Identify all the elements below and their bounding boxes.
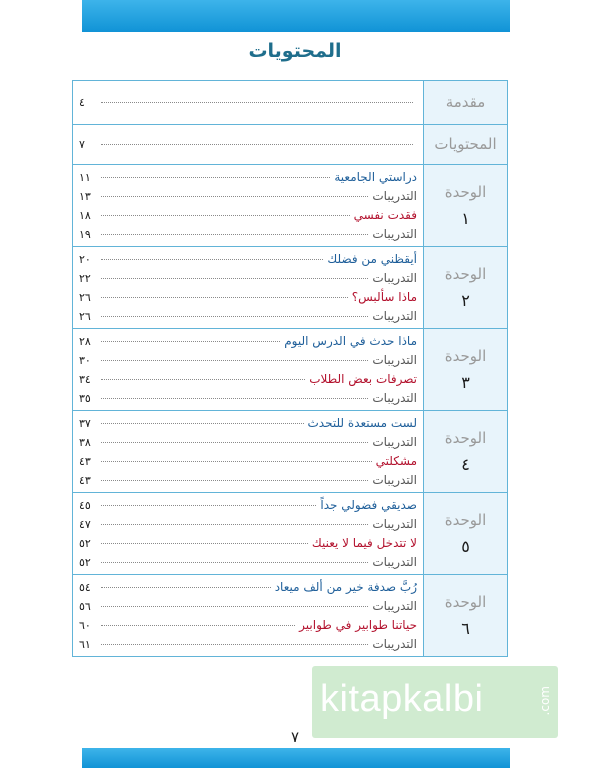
section-label (423, 575, 507, 656)
section-label-text: الوحدة (444, 264, 487, 283)
entry-page-number: ٤٣ (79, 454, 91, 468)
entry-title: التدريبات (372, 599, 417, 613)
dotted-leader (101, 587, 271, 588)
toc-entry[interactable] (79, 414, 417, 433)
entry-page-number: ٥٢ (79, 555, 91, 569)
dotted-leader (101, 297, 348, 298)
section-entries (73, 575, 423, 656)
toc-entry[interactable] (79, 534, 417, 553)
toc-entry[interactable] (79, 578, 417, 597)
entry-page-number: ٣٤ (79, 372, 91, 386)
entry-page-number: ٥٤ (79, 580, 91, 594)
entry-title: مشكلتي (375, 454, 417, 468)
entry-page-number: ١٩ (79, 227, 91, 241)
entry-title: التدريبات (372, 517, 417, 531)
entry-title: التدريبات (372, 309, 417, 323)
entry-page-number: ٢٦ (79, 309, 91, 323)
entry-page-number: ١١ (79, 170, 91, 184)
entry-page-number: ٧ (79, 138, 85, 151)
dotted-leader (101, 606, 368, 607)
entry-page-number: ٣٠ (79, 353, 91, 367)
section-entries (73, 247, 423, 328)
toc-entry[interactable] (79, 187, 417, 206)
entry-title: التدريبات (372, 271, 417, 285)
section-entries (73, 81, 423, 124)
entry-title: حياتنا طوابير في طوابير (299, 618, 417, 632)
dotted-leader (101, 341, 280, 342)
section-label-text: الوحدة (444, 182, 487, 201)
section-entries (73, 329, 423, 410)
toc-section (73, 574, 507, 656)
section-label (423, 247, 507, 328)
entry-title: التدريبات (372, 227, 417, 241)
dotted-leader (101, 625, 295, 626)
dotted-leader (101, 316, 368, 317)
toc-entry[interactable] (79, 307, 417, 326)
toc-entry[interactable] (79, 370, 417, 389)
toc-entry[interactable] (79, 515, 417, 534)
dotted-leader (101, 196, 368, 197)
top-banner (82, 0, 510, 32)
entry-title: التدريبات (372, 353, 417, 367)
section-label-text: الوحدة (444, 428, 487, 447)
table-of-contents (72, 80, 508, 657)
section-label (423, 493, 507, 574)
entry-page-number: ١٣ (79, 189, 91, 203)
toc-section (73, 492, 507, 574)
dotted-leader (101, 398, 368, 399)
toc-entry[interactable] (79, 389, 417, 408)
entry-title: التدريبات (372, 555, 417, 569)
page-number: ٧ (290, 728, 300, 746)
section-entries (73, 411, 423, 492)
dotted-leader (101, 524, 368, 525)
toc-section (73, 328, 507, 410)
dotted-leader (101, 177, 330, 178)
toc-entry[interactable] (79, 168, 417, 187)
toc-entry[interactable] (79, 332, 417, 351)
dotted-leader (101, 102, 413, 103)
entry-page-number: ٤٧ (79, 517, 91, 531)
dotted-leader (101, 144, 413, 145)
toc-entry[interactable] (79, 553, 417, 572)
entry-page-number: ٣٧ (79, 416, 91, 430)
section-label (423, 411, 507, 492)
entry-title: التدريبات (372, 189, 417, 203)
dotted-leader (101, 543, 308, 544)
unit-number: ٥ (461, 536, 470, 556)
entry-title: فقدت نفسي (353, 208, 417, 222)
section-label-text: المحتويات (434, 135, 497, 154)
section-label (423, 125, 507, 164)
entry-page-number: ٤٥ (79, 498, 91, 512)
watermark-text: kitapkalbi (320, 678, 484, 720)
entry-page-number: ٢٨ (79, 334, 91, 348)
section-label-text: الوحدة (444, 592, 487, 611)
dotted-leader (101, 461, 372, 462)
dotted-leader (101, 423, 304, 424)
entry-page-number: ٤ (79, 96, 85, 109)
entry-title: أيقظني من فضلك (327, 252, 417, 266)
toc-entry[interactable] (79, 597, 417, 616)
entry-title: التدريبات (372, 473, 417, 487)
toc-entry[interactable] (79, 288, 417, 307)
toc-entry[interactable] (79, 269, 417, 288)
entry-page-number: ٢٠ (79, 252, 91, 266)
unit-number: ٣ (461, 372, 470, 392)
entry-page-number: ٢٦ (79, 290, 91, 304)
toc-entry[interactable] (79, 135, 417, 154)
dotted-leader (101, 480, 368, 481)
dotted-leader (101, 234, 368, 235)
section-label-text: مقدمة (445, 93, 486, 112)
dotted-leader (101, 379, 305, 380)
entry-title: التدريبات (372, 391, 417, 405)
entry-title: صديقي فضولي جداً (320, 498, 417, 512)
entry-page-number: ٣٥ (79, 391, 91, 405)
entry-page-number: ١٨ (79, 208, 91, 222)
toc-entry[interactable] (79, 635, 417, 654)
toc-section (73, 246, 507, 328)
entry-title: التدريبات (372, 637, 417, 651)
watermark-suffix: .com (538, 686, 552, 716)
entry-title: لست مستعدة للتحدث (307, 416, 417, 430)
toc-entry[interactable] (79, 452, 417, 471)
toc-entry[interactable] (79, 206, 417, 225)
entry-title: رُبَّ صدفة خير من ألف ميعاد (274, 580, 417, 594)
toc-entry[interactable] (79, 471, 417, 490)
dotted-leader (101, 562, 368, 563)
entry-title: التدريبات (372, 435, 417, 449)
dotted-leader (101, 360, 368, 361)
toc-entry[interactable] (79, 250, 417, 269)
toc-section (73, 81, 507, 124)
section-entries (73, 493, 423, 574)
entry-title: ماذا حدث في الدرس اليوم (284, 334, 417, 348)
bottom-banner (82, 748, 510, 768)
entry-page-number: ٦٠ (79, 618, 91, 632)
toc-section (73, 124, 507, 164)
toc-entry[interactable] (79, 93, 417, 112)
toc-entry[interactable] (79, 616, 417, 635)
unit-number: ٢ (461, 290, 470, 310)
entry-page-number: ٥٦ (79, 599, 91, 613)
entry-page-number: ٤٣ (79, 473, 91, 487)
section-label (423, 81, 507, 124)
toc-section (73, 410, 507, 492)
dotted-leader (101, 442, 368, 443)
page-title: المحتويات (248, 40, 342, 62)
section-label (423, 165, 507, 246)
dotted-leader (101, 259, 323, 260)
toc-section (73, 164, 507, 246)
entry-page-number: ٢٢ (79, 271, 91, 285)
entry-title: لا تتدخل فيما لا يعنيك (311, 536, 417, 550)
toc-entry[interactable] (79, 433, 417, 452)
toc-entry[interactable] (79, 351, 417, 370)
section-label-text: الوحدة (444, 346, 487, 365)
section-label (423, 329, 507, 410)
dotted-leader (101, 215, 350, 216)
toc-entry[interactable] (79, 225, 417, 244)
toc-entry[interactable] (79, 496, 417, 515)
unit-number: ٤ (461, 454, 470, 474)
entry-title: دراستي الجامعية (334, 170, 417, 184)
unit-number: ١ (461, 208, 470, 228)
section-entries (73, 125, 423, 164)
entry-title: تصرفات بعض الطلاب (309, 372, 417, 386)
entry-page-number: ٣٨ (79, 435, 91, 449)
dotted-leader (101, 278, 368, 279)
section-entries (73, 165, 423, 246)
dotted-leader (101, 644, 368, 645)
unit-number: ٦ (461, 618, 470, 638)
section-label-text: الوحدة (444, 510, 487, 529)
entry-page-number: ٥٢ (79, 536, 91, 550)
entry-page-number: ٦١ (79, 637, 91, 651)
dotted-leader (101, 505, 316, 506)
entry-title: ماذا سألبس؟ (351, 290, 417, 304)
